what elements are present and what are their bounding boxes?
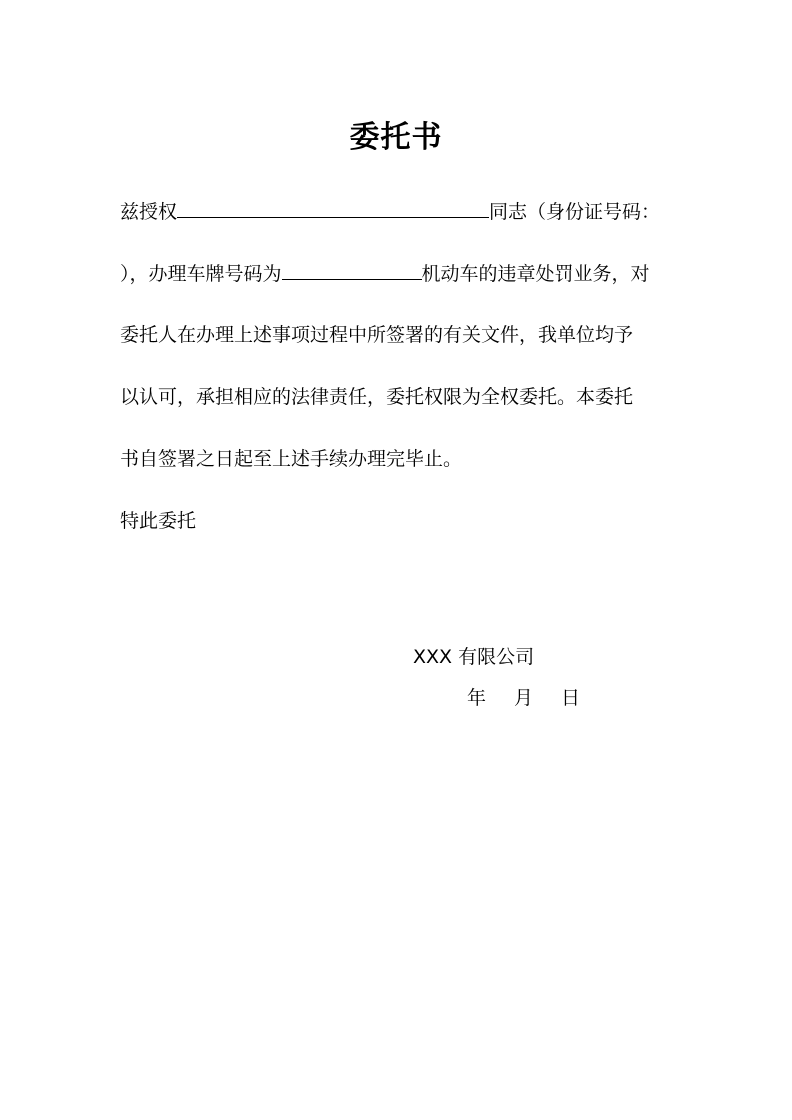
id-number-prefix: 同志（身份证号码：: [489, 201, 661, 223]
company-signature: XXX 有限公司: [413, 646, 535, 668]
year-label: 年: [467, 687, 487, 709]
signature-date: [467, 686, 580, 710]
paragraph-line-4: 以认可，承担相应的法律责任，委托权限为全权委托。本委托: [120, 386, 634, 408]
plate-suffix: 机动车的违章处罚业务，对: [421, 263, 650, 285]
month-label: 月: [514, 687, 534, 709]
document-title: 委托书: [349, 120, 443, 155]
day-label: 日: [561, 687, 581, 709]
authorize-prefix: 兹授权: [120, 201, 178, 223]
plate-prefix: ），办理车牌号码为: [120, 263, 282, 285]
authorized-person-blank: [177, 199, 489, 218]
plate-number-blank: [282, 261, 422, 280]
paragraph-line-5: 书自签署之日起至上述手续办理完毕止。: [120, 448, 463, 470]
closing-phrase: 特此委托: [120, 510, 197, 532]
paragraph-line-1: [120, 199, 660, 224]
paragraph-line-3: 委托人在办理上述事项过程中所签署的有关文件，我单位均予: [120, 324, 634, 346]
paragraph-line-2: [120, 261, 650, 286]
